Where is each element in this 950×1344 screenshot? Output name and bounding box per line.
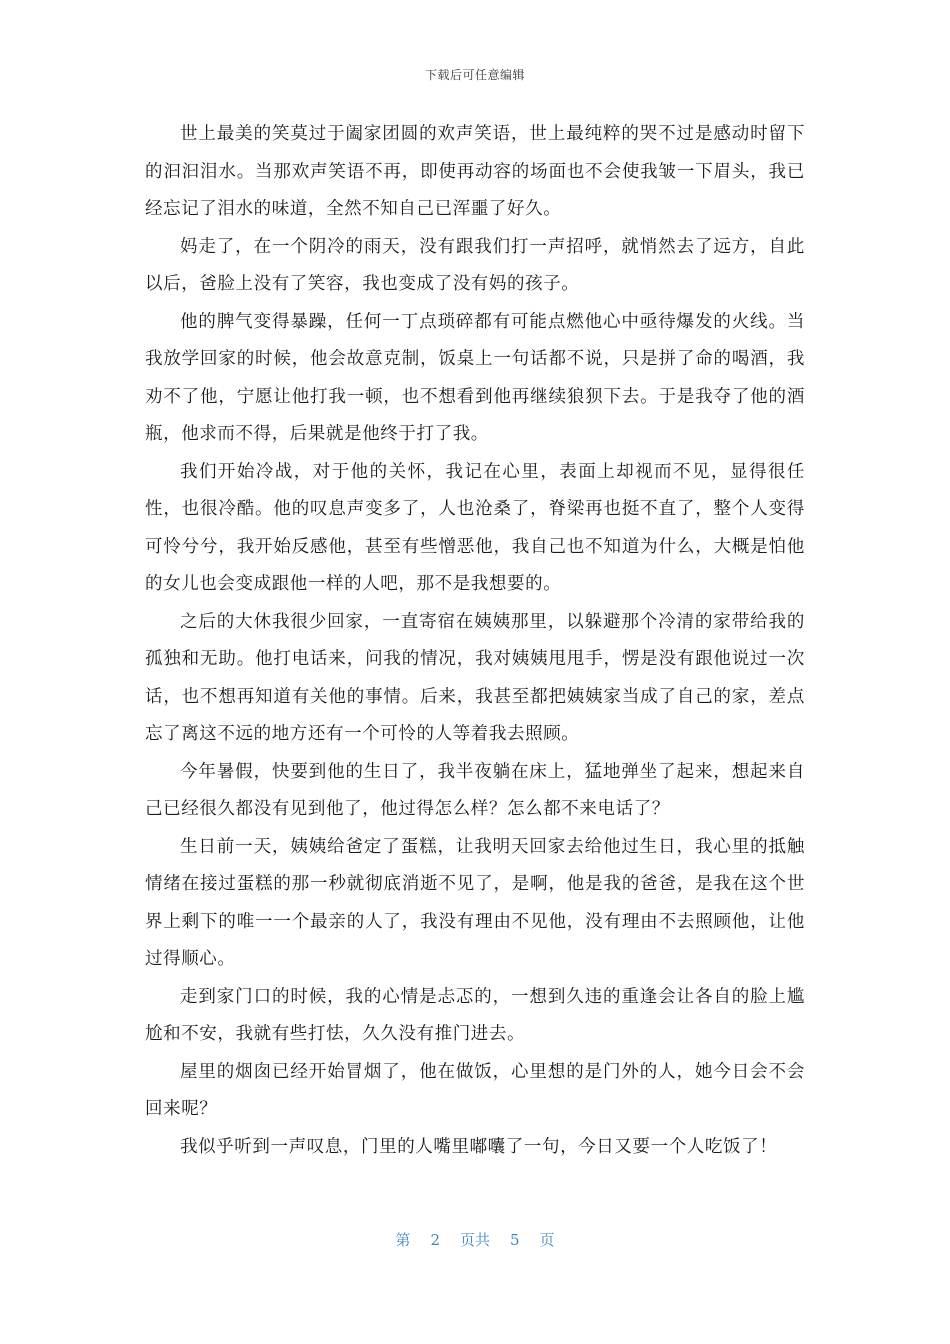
paragraph: 之后的大休我很少回家，一直寄宿在姨姨那里，以躲避那个冷清的家带给我的孤独和无助。他打电话来，问我的情况，我对姨姨甩甩手，愣是没有跟他说过一次话，也不想再知道有关他的事情。后来，我甚至都把姨姨家当成了自己的家，差点忘了离这不远的地方还有一个可怜的人等着我去照顾。 [145, 611, 805, 744]
document-body [145, 116, 805, 1166]
footer-middle: 页共 [459, 1231, 490, 1249]
paragraph: 我似乎听到一声叹息，门里的人嘴里嘟囔了一句，今日又要一个人吃饭了！ [180, 1136, 778, 1157]
paragraph: 走到家门口的时候，我的心情是忐忑的，一想到久违的重逢会让各自的脸上尴尬和不安，我就有些打怯，久久没有推门进去。 [145, 986, 805, 1044]
paragraph: 妈走了，在一个阴冷的雨天，没有跟我们打一声招呼，就悄然去了远方，自此以后，爸脸上没有了笑容，我也变成了没有妈的孩子。 [145, 236, 805, 294]
current-page-number: 2 [430, 1231, 440, 1249]
footer-suffix: 页 [539, 1231, 555, 1249]
paragraph: 世上最美的笑莫过于阖家团圆的欢声笑语，世上最纯粹的哭不过是感动时留下的汩汩泪水。当那欢声笑语不再，即使再动容的场面也不会使我皱一下眉头，我已经忘记了泪水的味道，全然不知自己已浑噩了好久。 [145, 124, 805, 219]
paragraph: 屋里的烟囱已经开始冒烟了，他在做饭，心里想的是门外的人，她今日会不会回来呢？ [145, 1061, 805, 1119]
paragraph: 生日前一天，姨姨给爸定了蛋糕，让我明天回家去给他过生日，我心里的抵触情绪在接过蛋糕的那一秒就彻底消逝不见了，是啊，他是我的爸爸，是我在这个世界上剩下的唯一一个最亲的人了，我没有理由不见他，没有理由不去照顾他，让他过得顺心。 [145, 836, 805, 969]
page-header: 下载后可任意编辑 [424, 68, 525, 82]
page-footer [0, 1229, 950, 1250]
paragraph: 我们开始冷战，对于他的关怀，我记在心里，表面上却视而不见，显得很任性，也很冷酷。他的叹息声变多了，人也沧桑了，脊梁再也挺不直了，整个人变得可怜兮兮，我开始反感他，甚至有些憎恶他，我自己也不知道为什么，大概是怕他的女儿也会变成跟他一样的人吧，那不是我想要的。 [145, 461, 805, 594]
footer-prefix: 第 [395, 1231, 411, 1249]
paragraph: 他的脾气变得暴躁，任何一丁点琐碎都有可能点燃他心中亟待爆发的火线。当我放学回家的时候，他会故意克制，饭桌上一句话都不说，只是拼了命的喝酒，我劝不了他，宁愿让他打我一顿，也不想看到他再继续狼狈下去。于是我夺了他的酒瓶，他求而不得，后果就是他终于打了我。 [145, 311, 805, 444]
paragraph: 今年暑假，快要到他的生日了，我半夜躺在床上，猛地弹坐了起来，想起来自己已经很久都没有见到他了，他过得怎么样？怎么都不来电话了？ [145, 761, 805, 819]
total-pages-number: 5 [510, 1231, 520, 1249]
